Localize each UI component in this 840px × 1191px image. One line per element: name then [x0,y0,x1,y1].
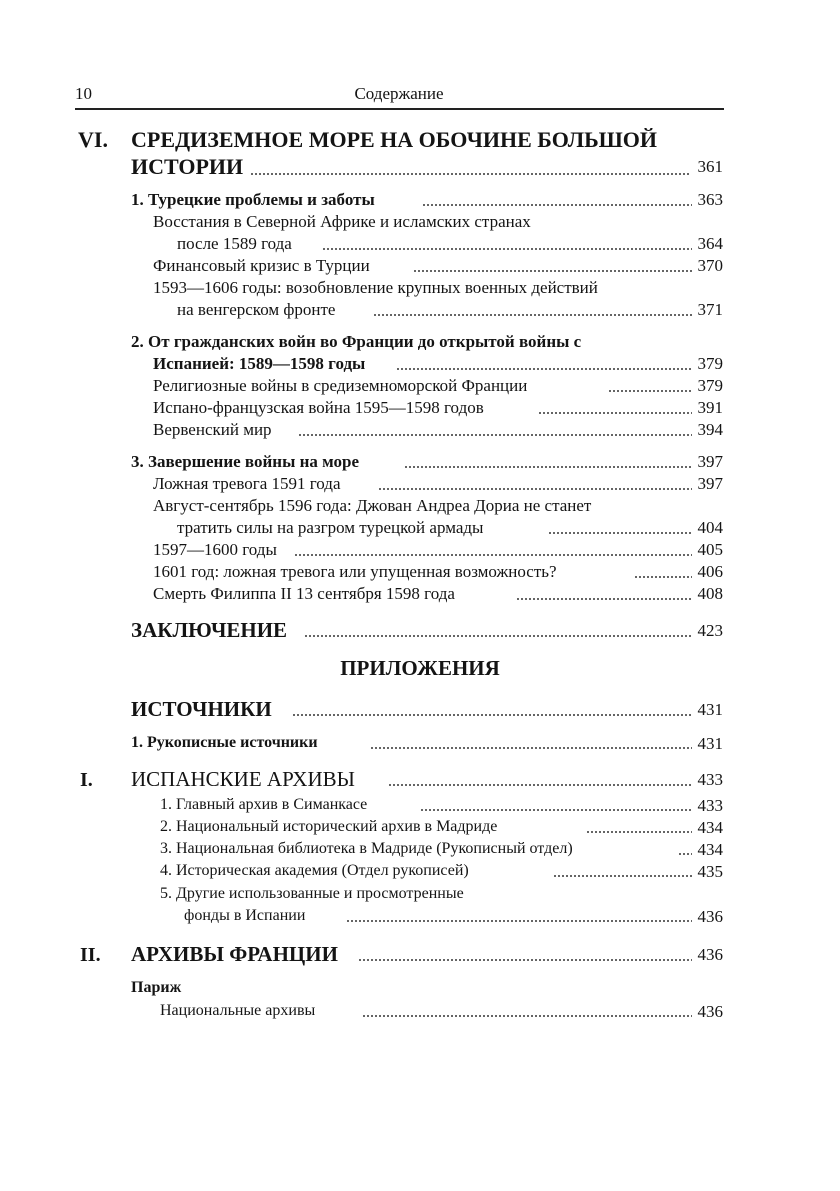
page-ref: 434 [697,840,723,859]
toc-entry: 1593—1606 годы: возобновление крупных военных действий [153,278,598,297]
page-ref: 436 [697,1002,723,1021]
toc-entry: Ложная тревога 1591 года [153,474,341,493]
dot-leader [586,831,692,833]
section-title: 1. Рукописные источники [131,734,318,751]
part-title: ИСПАНСКИЕ АРХИВЫ [131,767,355,791]
toc-entry: 5. Другие использованные и просмотренные [160,885,464,902]
page-number: 10 [75,84,92,103]
page-ref: 364 [697,234,723,253]
part-roman-numeral: II. [80,944,101,966]
dot-leader [634,576,692,578]
page-ref: 363 [697,190,723,209]
page-ref: 397 [697,474,723,493]
page-ref: 435 [697,862,723,881]
dot-leader [396,368,692,370]
running-header [75,84,723,108]
page-ref: 370 [697,256,723,275]
page-ref: 436 [697,907,723,926]
dot-leader [294,554,692,556]
page-ref: 436 [697,945,723,964]
toc-entry: Вервенский мир [153,420,272,439]
dot-leader [298,434,692,436]
dot-leader [358,959,692,961]
part-title: ИСТОРИИ [131,154,244,179]
dot-leader [516,598,692,600]
page-ref: 434 [697,818,723,837]
dot-leader [538,412,692,414]
dot-leader [322,248,692,250]
section-title: 1. Турецкие проблемы и заботы [131,190,375,209]
toc-entry: 1. Главный архив в Симанкасе [160,796,368,813]
toc-entry: 2. Национальный исторический архив в Мадриде [160,818,498,835]
part-title: СРЕДИЗЕМНОЕ МОРЕ НА ОБОЧИНЕ БОЛЬШОЙ [131,127,658,152]
toc-entry: 1601 год: ложная тревога или упущенная возможность? [153,562,557,581]
appendices-heading: ПРИЛОЖЕНИЯ [340,656,500,680]
page-ref: 431 [697,700,723,719]
dot-leader [413,270,692,272]
dot-leader [553,875,692,877]
page-ref: 397 [697,452,723,471]
dot-leader [388,784,692,786]
dot-leader [346,920,692,922]
toc-entry: 3. Национальная библиотека в Мадриде (Рукописный отдел) [160,840,573,857]
dot-leader [422,204,692,206]
dot-leader [548,532,692,534]
toc-entry: Восстания в Северной Африке и исламских странах [153,212,531,231]
dot-leader [362,1015,692,1017]
dot-leader [250,173,690,175]
page-ref: 433 [697,796,723,815]
toc-entry: после 1589 года [177,234,292,253]
toc-entry: 4. Историческая академия (Отдел рукописей) [160,862,469,879]
sources-title: ИСТОЧНИКИ [131,697,272,721]
toc-entry: Испано-французская война 1595—1598 годов [153,398,484,417]
dot-leader [378,488,692,490]
toc-entry: Религиозные войны в средиземноморской Франции [153,376,528,395]
section-title: 3. Завершение войны на море [131,452,360,471]
dot-leader [370,747,692,749]
dot-leader [304,635,692,637]
conclusion-title: ЗАКЛЮЧЕНИЕ [131,618,288,642]
page-ref: 433 [697,770,723,789]
page-ref: 379 [697,354,723,373]
part-title: АРХИВЫ ФРАНЦИИ [131,942,338,966]
toc-entry: на венгерском фронте [177,300,336,319]
part-roman-numeral: VI. [78,127,108,152]
dot-leader [404,466,692,468]
dot-leader [678,853,692,855]
dot-leader [373,314,692,316]
section-title: Испанией: 1589—1598 годы [153,354,366,373]
section-title: 2. От гражданских войн во Франции до открытой войны с [131,332,582,351]
toc-entry: Финансовый кризис в Турции [153,256,370,275]
page-ref: 406 [697,562,723,581]
toc-entry: Национальные архивы [160,1002,316,1019]
page-ref: 361 [697,157,723,176]
toc-entry: фонды в Испании [184,907,306,924]
toc-entry: 1597—1600 годы [153,540,277,559]
page-ref: 431 [697,734,723,753]
page-ref: 379 [697,376,723,395]
page-ref: 394 [697,420,723,439]
page-ref: 371 [697,300,723,319]
dot-leader [608,390,692,392]
page-ref: 404 [697,518,723,537]
page-ref: 391 [697,398,723,417]
part-roman-numeral: I. [80,769,93,791]
toc-entry: Смерть Филиппа II 13 сентября 1598 года [153,584,455,603]
dot-leader [292,714,692,716]
page-ref: 405 [697,540,723,559]
header-rule [75,108,724,110]
running-title: Содержание [354,84,444,103]
toc-entry: Август-сентябрь 1596 года: Джован Андреа Дориа не станет [153,496,592,515]
dot-leader [420,809,692,811]
page-ref: 423 [697,621,723,640]
city-subheading: Париж [131,979,182,996]
toc-entry: тратить силы на разгром турецкой армады [177,518,484,537]
page-ref: 408 [697,584,723,603]
